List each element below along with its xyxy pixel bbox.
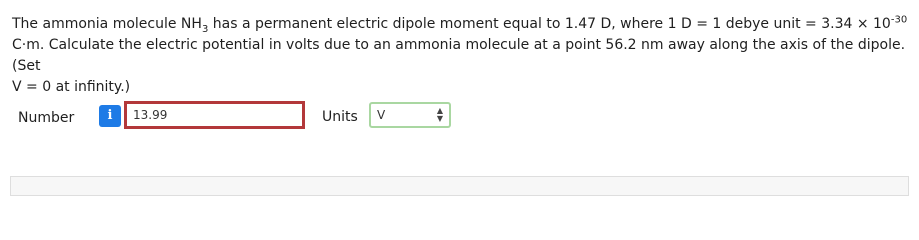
superscript-exponent: -30 [890, 14, 908, 26]
answer-row [18, 101, 898, 135]
question-line1-b: has a permanent electric dipole moment equal to 1.47 D, where 1 D = 1 debye unit = 3.34 × 10 [208, 16, 891, 32]
question-line2: C·m. Calculate the electric potential in volts due to an ammonia molecule at a point 56.2 nm away along the axis of the dipole. (Set [12, 37, 906, 74]
units-select[interactable] [369, 102, 451, 128]
question-line1-a: The ammonia molecule NH [12, 16, 202, 32]
info-icon[interactable]: i [99, 105, 121, 127]
number-input[interactable]: 13.99 [124, 101, 305, 129]
number-label: Number [18, 110, 75, 126]
question-line3: V = 0 at infinity.) [12, 79, 131, 95]
subscript-3: 3 [201, 23, 209, 35]
units-select-value: V [377, 108, 386, 122]
bottom-panel [10, 176, 909, 196]
question-text [12, 14, 912, 98]
select-arrows-icon: ▲ ▼ [436, 106, 443, 123]
units-label: Units [322, 109, 358, 125]
